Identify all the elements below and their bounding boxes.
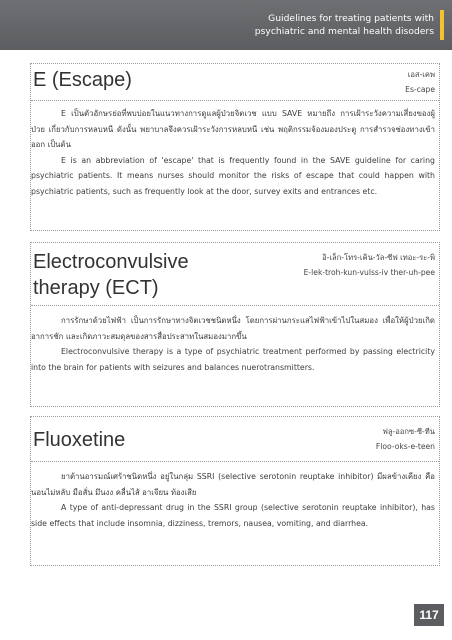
pronunciation-thai: ฟลู-ออกซ-ซี-ทีน bbox=[382, 427, 435, 436]
page-number: 117 bbox=[414, 604, 444, 626]
term-row bbox=[31, 417, 439, 462]
definition-thai: การรักษาด้วยไฟฟ้า เป็นการรักษาทางจิตเวชชนิดหนึ่ง โดยการผ่านกระแสไฟฟ้าเข้าไปในสมอง เพื่อให้ผู้ป่วยเกิดอาการชัก และเกิดภาวะสมดุลของสารสื่อประสาทในสมองมากขึ้น bbox=[31, 316, 435, 341]
glossary-entry-ect bbox=[30, 242, 440, 407]
header-title-line2: psychiatric and mental health disoders bbox=[254, 26, 434, 37]
term-title: Fluoxetine bbox=[33, 429, 126, 451]
definition-thai: ยาต้านอารมณ์เศร้าชนิดหนึ่ง อยู่ในกลุ่ม SSRI (selective serotonin reuptake inhibitor) มีผลข้างเคียง คือ นอนไม่หลับ มือสั่น มึนงง คลื่นไส้ อาเจียน ท้องเสีย bbox=[31, 472, 435, 497]
term-title-line2: therapy (ECT) bbox=[33, 277, 159, 299]
term-title-line1: Electroconvulsive bbox=[33, 251, 189, 273]
header-title-line1: Guidelines for treating patients with bbox=[268, 13, 434, 24]
definition-english: Electroconvulsive therapy is a type of psychiatric treatment performed by passing electricity into the brain for patients with seizures and balances nuerotransmitters. bbox=[31, 347, 435, 372]
definition-english: A type of anti-depressant drug in the SSRI group (selective serotonin reuptake inhibitor), has side effects that include insomnia, dizziness, tremors, nausea, vomiting, and diarrhea. bbox=[31, 503, 435, 528]
term-row bbox=[31, 243, 439, 306]
definition bbox=[31, 106, 435, 200]
pronunciation-thai: อิ-เล็ก-โทร-เคิน-วัล-ซีฟ เทอะ-ระ-พิ bbox=[322, 253, 435, 262]
term-row bbox=[31, 64, 439, 101]
pronunciation-roman: E-lek-troh-kun-vulss-iv ther-uh-pee bbox=[303, 268, 435, 277]
pronunciation-roman: Es-cape bbox=[405, 85, 435, 94]
term-title bbox=[33, 249, 189, 301]
pronunciation-roman: Floo-oks-e-teen bbox=[375, 442, 435, 451]
page-header bbox=[0, 0, 452, 50]
header-accent-bar bbox=[440, 10, 444, 40]
header-title bbox=[174, 12, 434, 38]
definition bbox=[31, 469, 435, 531]
glossary-entry-escape bbox=[30, 63, 440, 231]
definition bbox=[31, 313, 435, 375]
pronunciation-thai: เอส-เคพ bbox=[407, 70, 435, 79]
definition-thai: E เป็นตัวอักษรย่อที่พบบ่อยในแนวทางการดูแลผู้ป่วยจิตเวช แบบ SAVE หมายถึง การเฝ้าระวังความเสี่ยงของผู้ป่วย เกี่ยวกับการหลบหนี ดังนั้น พยาบาลจึงควรเฝ้าระวังการหลบหนี เช่น พฤติกรรมจ้องมองประตู การสำรวจช่องทางเข้าออก เป็นต้น bbox=[31, 109, 435, 150]
definition-english: E is an abbreviation of 'escape' that is frequently found in the SAVE guideline for caring psychiatric patients. It means nurses should monitor the risks of escape that could happen with psychiatric patients, such as frequently look at the door, survey exits and entrances etc. bbox=[31, 155, 435, 196]
pronunciation bbox=[376, 424, 435, 454]
glossary-entry-fluoxetine bbox=[30, 416, 440, 566]
pronunciation bbox=[304, 250, 435, 280]
term-title: E (Escape) bbox=[33, 69, 132, 91]
pronunciation bbox=[405, 67, 435, 97]
